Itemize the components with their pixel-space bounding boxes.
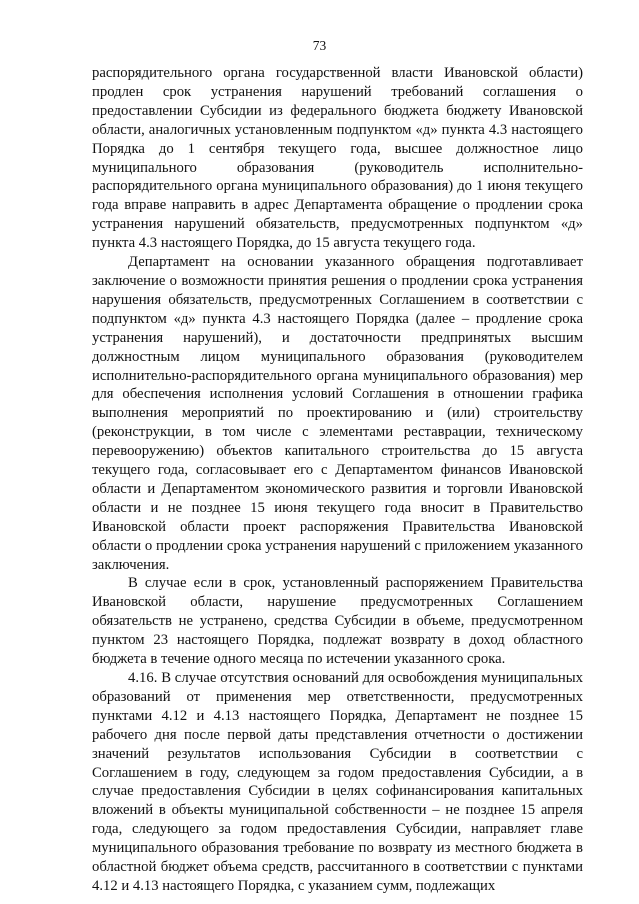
paragraph-4-16: 4.16. В случае отсутствия оснований для освобождения муниципальных образований от применения мер ответственности, предусмотренных пунктами 4.12 и 4.13 настоящего Порядка, Департамент не позднее 15 рабочего дня после первой даты представления отчетности о достижении значений результатов использования Субсидии в соответствии с Соглашением в году, следующем за годом предоставления Субсидии, а в случае предоставления Субсидии в целях софинансирования капитальных вложений в объекты муниципальной собственности – не позднее 15 апреля года, следующего за годом предоставления Субсидии, направляет главе муниципального образования требование по возврату из местного бюджета в областной бюджет объема средств, рассчитанного в соответствии с пунктами 4.12 и 4.13 настоящего Порядка, с указанием сумм, подлежащих: [92, 670, 583, 894]
body-text: [92, 64, 583, 896]
paragraph-department-conclusion: Департамент на основании указанного обращения подготавливает заключение о возможности принятия решения о продлении срока устранения нарушения обязательств, предусмотренных Соглашением в соответствии с подпунктом «д» пункта 4.3 настоящего Порядка (далее – продление срока устранения нарушений), и достаточности предпринятых высшим должностным лицом муниципального образования (руководителем исполнительно-распорядительного органа муниципального образования) мер для обеспечения исполнения условий Соглашения в отношении графика выполнения мероприятий по проектированию и (или) строительству (реконструкции, в том числе с элементами реставрации, техническому перевооружению) объектов капитального строительства до 15 августа текущего года, согласовывает его с Департаментом финансов Ивановской области и Департаментом экономического развития и торговли Ивановской области и не позднее 15 июня текущего года вносит в Правительство Ивановской области проект распоряжения Правительства Ивановской области о продлении срока устранения нарушений с приложением указанного заключения.: [92, 254, 583, 573]
paragraph-subsidy-return: В случае если в срок, установленный распоряжением Правительства Ивановской области, нарушение предусмотренных Соглашением обязательств не устранено, средства Субсидии в объеме, предусмотренном пунктом 23 настоящего Порядка, подлежат возврату в доход областного бюджета в течение одного месяца по истечении указанного срока.: [92, 575, 583, 668]
paragraph-continued: распорядительного органа государственной власти Ивановской области) продлен срок устранения нарушений требований соглашения о предоставлении Субсидии из федерального бюджета бюджету Ивановской области, аналогичных установленным подпунктом «д» пункта 4.3 настоящего Порядка до 1 сентября текущего года, высшее должностное лицо муниципального образования (руководитель исполнительно-распорядительного органа муниципального образования) до 1 июня текущего года вправе направить в адрес Департамента обращение о продлении срока устранения нарушений обязательств, предусмотренных подпунктом «д» пункта 4.3 настоящего Порядка, до 15 августа текущего года.: [92, 65, 583, 252]
page-number: 73: [312, 38, 327, 53]
